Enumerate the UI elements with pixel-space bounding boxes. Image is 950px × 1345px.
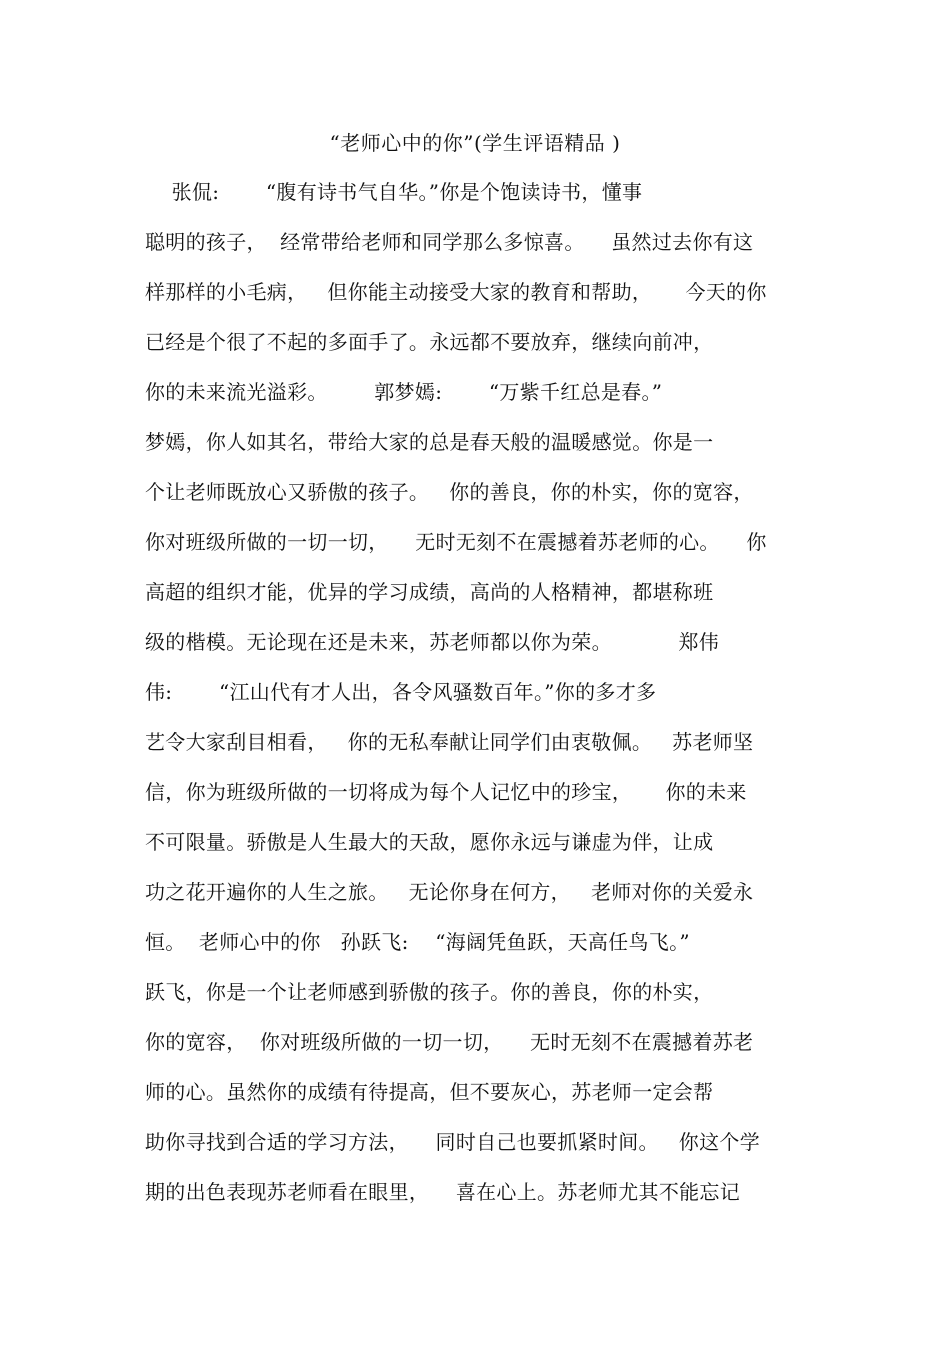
text-line: 不可限量。骄傲是人生最大的天敌，愿你永远与谦虚为伴，让成 [145, 830, 714, 854]
text-line: 样那样的小毛病， 但你能主动接受大家的教育和帮助， 今天的你 [145, 280, 767, 304]
text-line: 已经是个很了不起的多面手了。永远都不要放弃，继续向前冲， [145, 330, 714, 354]
text-line: 恒。 老师心中的你 孙跃飞: “海阔凭鱼跃，天高任鸟飞。” [145, 930, 690, 954]
text-line: 你的未来流光溢彩。 郭梦嫣: “万紫千红总是春。” [145, 380, 663, 404]
text-line: 助你寻找到合适的学习方法， 同时自己也要抓紧时间。 你这个学 [145, 1130, 761, 1154]
text-line: 级的楷模。无论现在还是未来，苏老师都以你为荣。 郑伟 [145, 630, 720, 654]
text-line: 你对班级所做的一切一切， 无时无刻不在震撼着苏老师的心。 你 [145, 530, 767, 554]
text-line: 梦嫣，你人如其名，带给大家的总是春天般的温暖感觉。你是一 [145, 430, 714, 454]
text-line: 期的出色表现苏老师看在眼里， 喜在心上。苏老师尤其不能忘记 [145, 1180, 741, 1204]
text-line: 跃飞，你是一个让老师感到骄傲的孩子。你的善良，你的朴实， [145, 980, 714, 1004]
text-line: 聪明的孩子， 经常带给老师和同学那么多惊喜。 虽然过去你有这 [145, 230, 754, 254]
text-line: 功之花开遍你的人生之旅。 无论你身在何方， 老师对你的关爱永 [145, 880, 754, 904]
text-line: 张侃: “腹有诗书气自华。”你是个饱读诗书，懂事 [145, 180, 643, 204]
text-line: 你的宽容， 你对班级所做的一切一切， 无时无刻不在震撼着苏老 [145, 1030, 754, 1054]
text-line: 信，你为班级所做的一切将成为每个人记忆中的珍宝， 你的未来 [145, 780, 747, 804]
text-line: 师的心。虽然你的成绩有待提高，但不要灰心，苏老师一定会帮 [145, 1080, 714, 1104]
text-line: 高超的组织才能，优异的学习成绩，高尚的人格精神，都堪称班 [145, 580, 714, 604]
text-line: 伟: “江山代有才人出，各令风骚数百年。”你的多才多 [145, 680, 657, 704]
text-line: 个让老师既放心又骄傲的孩子。 你的善良，你的朴实，你的宽容， [145, 480, 754, 504]
document-body [145, 172, 810, 1222]
text-line: 艺令大家刮目相看， 你的无私奉献让同学们由衷敬佩。 苏老师坚 [145, 730, 754, 754]
document-title: “老师心中的你”(学生评语精品 ) [329, 131, 621, 155]
